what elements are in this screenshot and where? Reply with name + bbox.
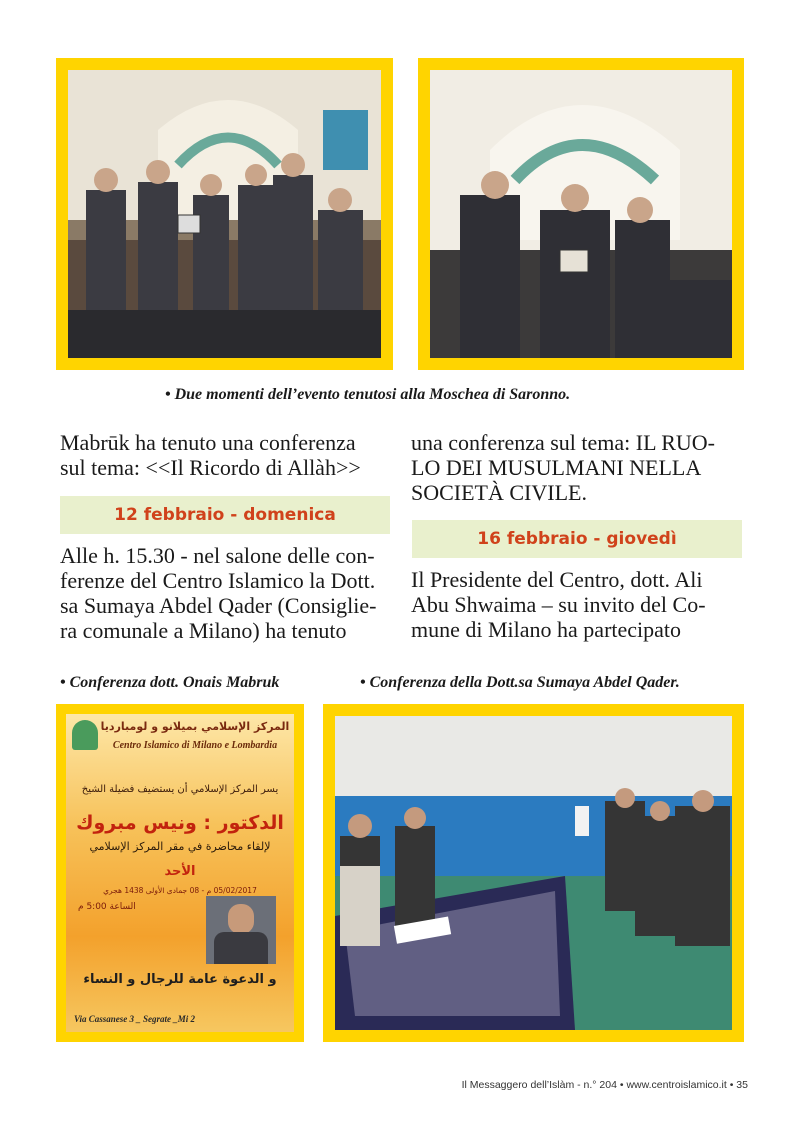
text-line: ferenze del Centro Islamico la Dott.	[60, 568, 376, 593]
poster-address: Via Cassanese 3 _ Segrate _Mi 2	[74, 1014, 196, 1024]
text-line: Il Presidente del Centro, dott. Ali	[411, 567, 703, 592]
text-line: Alle h. 15.30 - nel salone delle con-	[60, 543, 375, 568]
text-line: Mabrūk ha tenuto una conferenza	[60, 430, 356, 455]
date-heading-12-feb: 12 febbraio - domenica	[60, 496, 390, 534]
poster-lecture: لإلقاء محاضرة في مقر المركز الإسلامي	[89, 840, 271, 853]
caption-top: • Due momenti dell’evento tenutosi alla Moschea di Saronno.	[165, 386, 571, 403]
poster-date: 05/02/2017 م - 08 جمادى الأولى 1438 هجري	[103, 886, 257, 895]
date-heading-16-feb: 16 febbraio - giovedì	[412, 520, 742, 558]
lecture-poster	[66, 714, 294, 1032]
text-line: Abu Shwaima – su invito del Co-	[411, 592, 706, 617]
photo-event-saronno-1	[68, 70, 381, 358]
caption-bottom-left: • Conferenza dott. Onais Mabruk	[60, 674, 280, 691]
poster-invite: يسر المركز الإسلامي أن يستضيف فضيلة الشيخ	[81, 784, 279, 795]
left-intro-text	[60, 430, 394, 480]
text-line: mune di Milano ha partecipato	[411, 617, 682, 642]
poster-day: الأحد	[164, 864, 196, 879]
photo-event-saronno-2	[430, 70, 732, 358]
poster-arabic-title: المركز الإسلامي بميلانو و لومبارديا	[100, 720, 290, 733]
text-line: sul tema: <<Il Ricordo di Allàh>>	[60, 455, 361, 480]
speaker-face	[228, 904, 254, 934]
poster-invitation: و الدعوة عامة للرجال و النساء	[83, 972, 277, 987]
photo-conference-sumaya	[335, 716, 732, 1030]
speaker-portrait	[206, 896, 276, 964]
text-line: LO DEI MUSULMANI NELLA	[411, 455, 702, 480]
poster-speaker-name: الدكتور : ونيس مبروك	[76, 812, 284, 834]
left-body-text	[60, 543, 394, 643]
right-intro-text	[411, 430, 745, 505]
text-line: una conferenza sul tema: IL RUO-	[411, 430, 716, 455]
text-line: SOCIETÀ CIVILE.	[411, 480, 587, 505]
text-line: sa Sumaya Abdel Qader (Consiglie-	[60, 593, 377, 618]
poster-latin-title: Centro Islamico di Milano e Lombardia	[112, 740, 278, 751]
right-body-text	[411, 567, 745, 642]
text-line: ra comunale a Milano) ha tenuto	[60, 618, 347, 643]
caption-bottom-right: • Conferenza della Dott.sa Sumaya Abdel Qader.	[360, 674, 680, 691]
poster-time: الساعة 5:00 م	[78, 902, 136, 912]
speaker-suit	[214, 932, 268, 964]
page-footer: Il Messaggero dell’Islàm - n.° 204 • www.centroislamico.it • 35	[461, 1079, 748, 1091]
